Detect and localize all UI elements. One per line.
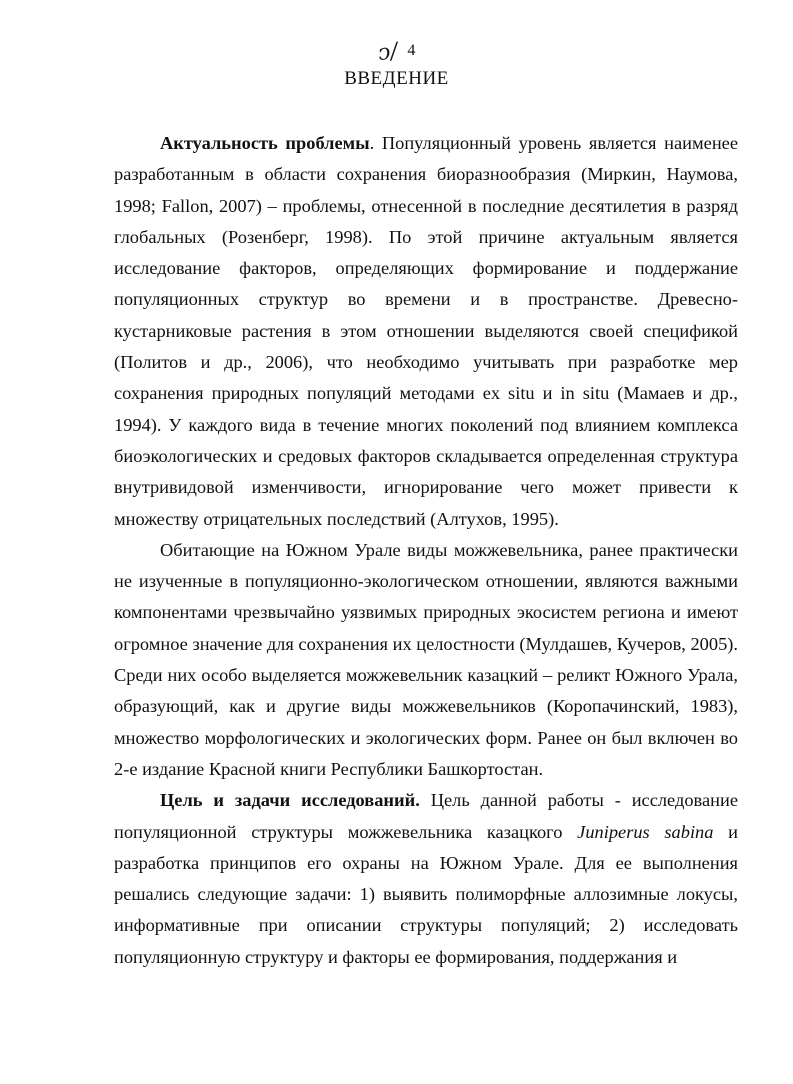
- page-number: 4: [407, 42, 416, 59]
- paragraph-text-goals-before: Цель данной работы - исследование популяционной структуры можжевельника казацкого: [114, 790, 738, 842]
- paragraph-text-goals-after: и разработка принципов его охраны на Южном Урале. Для ее выполнения решались следующие задачи: 1) выявить полиморфные аллозимные локусы, информативные при описании структуры популяций; 2) исследовать популяционную структуру и факторы ее формирования, поддержания и: [114, 821, 738, 967]
- handwritten-mark: ↄ/: [375, 38, 400, 67]
- paragraph-text-relevance: . Популяционный уровень является наименее разработанным в области сохранения биоразнообразия (Миркин, Наумова, 1998; Fallon, 2007) – проблемы, отнесенной в последние десятилетия в разряд глобальных (Розенберг, 1998). По этой причине актуальным является исследование факторов, определяющих формирование и поддержание популяционных структур во времени и в пространстве. Древесно-кустарниковые растения в этом отношении выделяются своей спецификой (Политов и др., 2006), что необходимо учитывать при разработке мер сохранения природных популяций методами ex situ и in situ (Мамаев и др., 1994). У каждого вида в течение многих поколений под влиянием комплекса биоэкологических и средовых факторов складывается определенная структура внутривидовой изменчивости, игнорирование чего может привести к множеству отрицательных последствий (Алтухов, 1995).: [114, 133, 738, 529]
- body-text: [114, 128, 738, 973]
- paragraph-species-context: [114, 535, 738, 785]
- species-name: Juniperus sabina: [577, 821, 714, 842]
- paragraph-relevance: [114, 128, 738, 535]
- paragraph-goals: [114, 785, 738, 973]
- page-header: [0, 40, 793, 65]
- paragraph-text-species-context: Обитающие на Южном Урале виды можжевельника, ранее практически не изученные в популяционно-экологическом отношении, являются важными компонентами чрезвычайно уязвимых природных экосистем региона и имеют огромное значение для сохранения их целостности (Мулдашев, Кучеров, 2005). Среди них особо выделяется можжевельник казацкий – реликт Южного Урала, образующий, как и другие виды можжевельников (Коропачинский, 1983), множество морфологических и экологических форм. Ранее он был включен во 2-е издание Красной книги Республики Башкортостан.: [114, 539, 738, 779]
- paragraph-lead-relevance: Актуальность проблемы: [160, 133, 370, 153]
- paragraph-lead-goals: Цель и задачи исследований.: [160, 790, 420, 811]
- section-title: ВВЕДЕНИЕ: [344, 68, 449, 89]
